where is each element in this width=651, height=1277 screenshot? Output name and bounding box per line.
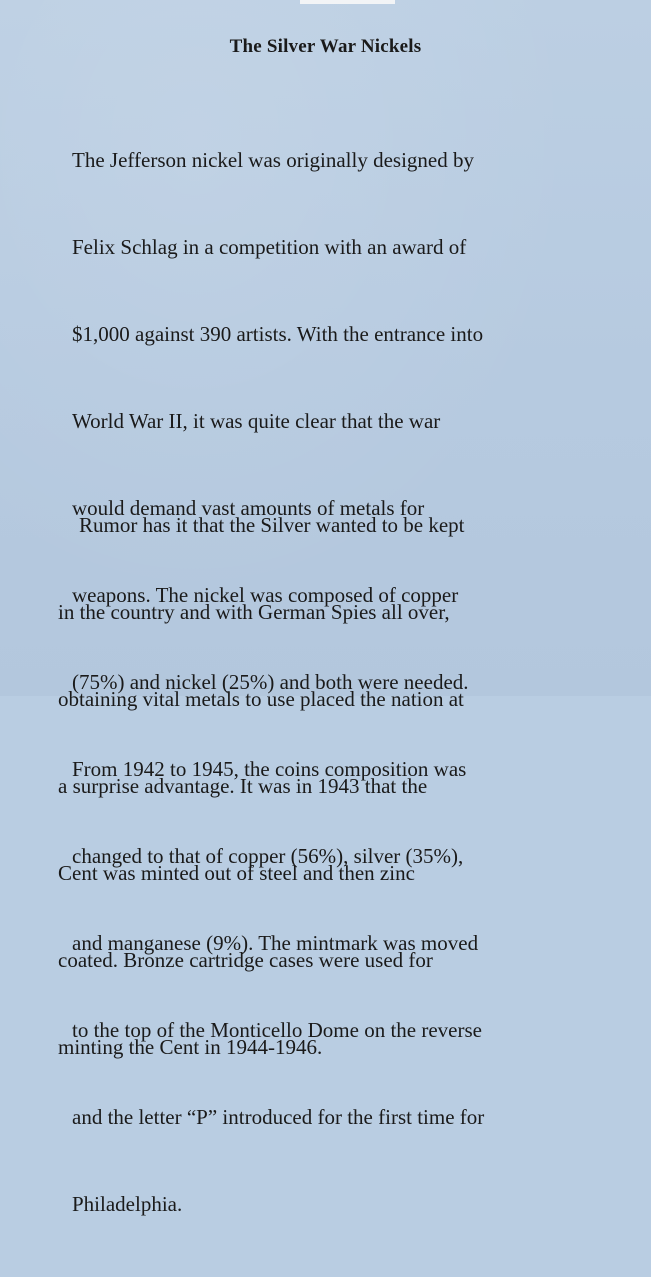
paragraph-1-line: and manganese (9%). The mintmark was moved	[72, 931, 479, 955]
paragraph-2-line: obtaining vital metals to use placed the nation at	[58, 687, 464, 711]
paragraph-1-line: The Jefferson nickel was originally designed by	[72, 148, 475, 172]
paragraph-1-line: weapons. The nickel was composed of copper	[72, 583, 459, 607]
paragraph-1-line: and the letter “P” introduced for the first time for	[72, 1105, 485, 1129]
paragraph-2-line: coated. Bronze cartridge cases were used for	[58, 948, 433, 972]
paragraph-2-line: Cent was minted out of steel and then zinc	[58, 861, 415, 885]
paragraph-1-line: From 1942 to 1945, the coins composition was	[72, 757, 467, 781]
paragraph-2	[58, 453, 465, 1120]
paragraph-1-line: World War II, it was quite clear that the war	[72, 409, 441, 433]
paragraph-2-line: minting the Cent in 1944-1946.	[58, 1035, 323, 1059]
paragraph-1-line: changed to that of copper (56%), silver (35%),	[72, 844, 464, 868]
paragraph-2-line: a surprise advantage. It was in 1943 that the	[58, 774, 428, 798]
paragraph-1-line: Philadelphia.	[72, 1192, 183, 1216]
document-title: The Silver War Nickels	[229, 36, 422, 57]
top-edge-fragment	[300, 0, 395, 4]
paragraph-1-line: (75%) and nickel (25%) and both were needed.	[72, 670, 469, 694]
paragraph-2-line: Rumor has it that the Silver wanted to be kept	[58, 513, 465, 537]
paragraph-1-line: to the top of the Monticello Dome on the reverse	[72, 1018, 482, 1042]
paragraph-1-line: $1,000 against 390 artists. With the entrance into	[72, 322, 484, 346]
paragraph-1-line: would demand vast amounts of metals for	[72, 496, 425, 520]
paragraph-2-line: in the country and with German Spies all over,	[58, 600, 450, 624]
paragraph-1-line: Felix Schlag in a competition with an award of	[72, 235, 467, 259]
